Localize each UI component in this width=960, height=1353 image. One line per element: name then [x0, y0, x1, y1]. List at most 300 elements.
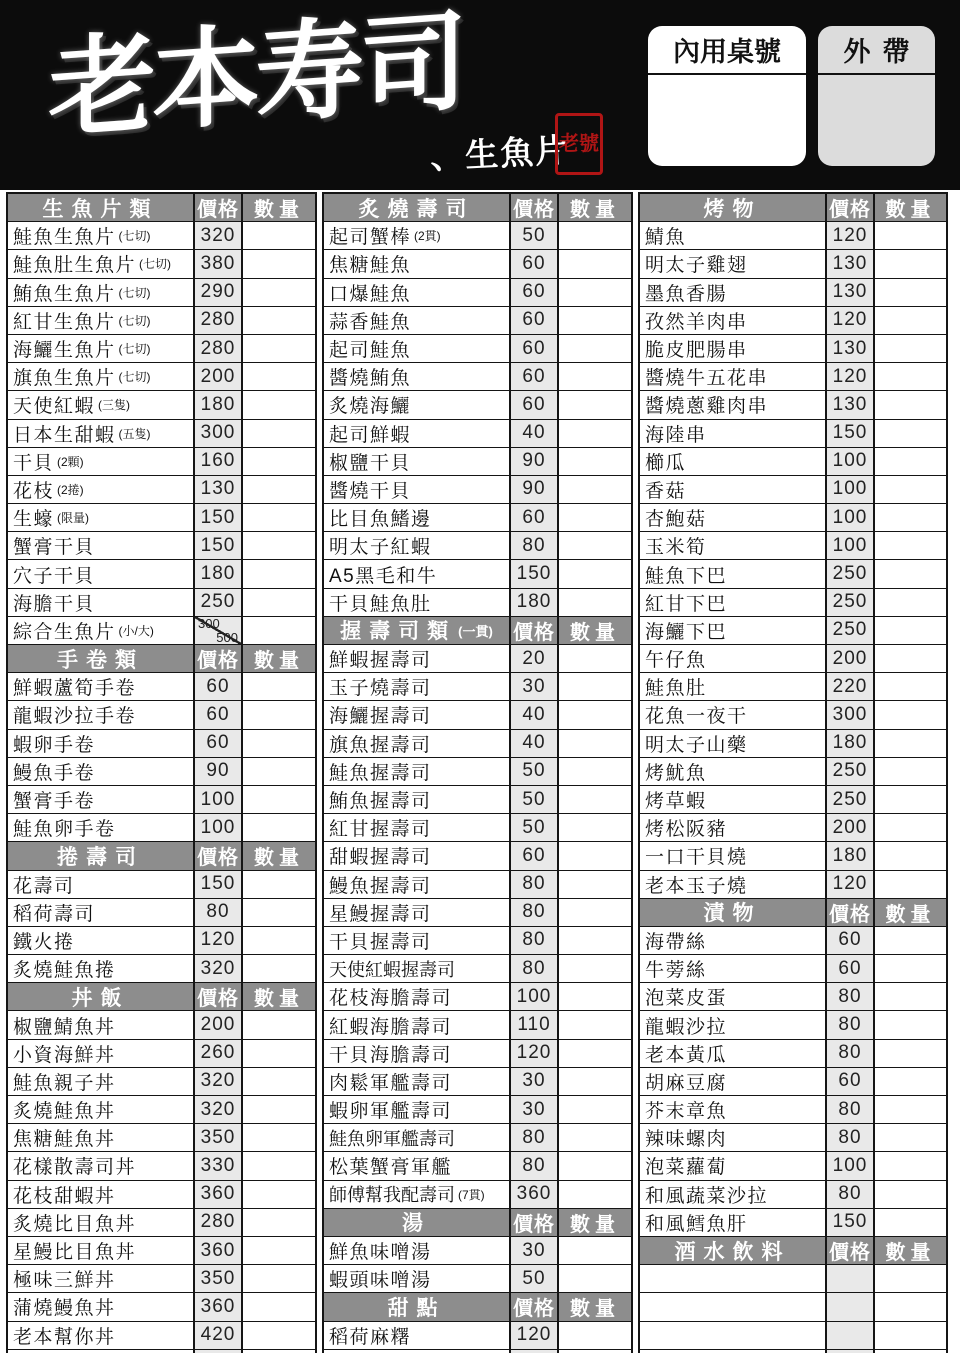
quantity-cell[interactable]: [243, 560, 315, 587]
item-name: 鰻魚手卷: [13, 762, 96, 784]
menu-item-row: [8, 363, 315, 391]
quantity-cell[interactable]: [243, 307, 315, 334]
section-header-row: [8, 194, 315, 222]
quantity-cell[interactable]: [559, 391, 631, 418]
quantity-cell[interactable]: [875, 1011, 946, 1038]
quantity-cell[interactable]: [875, 927, 946, 954]
item-name: 鮮蝦握壽司: [329, 650, 432, 672]
quantity-cell[interactable]: [559, 786, 631, 813]
item-name: 蟹膏干貝: [13, 537, 96, 559]
item-price: 100: [509, 983, 559, 1010]
quantity-cell[interactable]: [875, 250, 946, 277]
menu-item-row: [324, 758, 631, 786]
quantity-cell[interactable]: [875, 1293, 946, 1320]
item-name: [640, 1293, 825, 1320]
item-note: (五隻): [118, 426, 151, 441]
quantity-cell[interactable]: [875, 1152, 946, 1179]
price-column-header: 價格: [509, 1209, 559, 1236]
quantity-cell[interactable]: [875, 279, 946, 306]
menu-item-row: [640, 1124, 946, 1152]
item-price: 180: [825, 842, 875, 869]
item-name: 蒲燒鰻魚丼: [13, 1298, 116, 1320]
item-name: 花枝 (2捲): [13, 480, 84, 502]
item-price: 90: [509, 448, 559, 475]
item-price: 30: [509, 1237, 559, 1264]
item-price: 120: [825, 363, 875, 390]
item-name: A5黑毛和牛: [329, 565, 438, 587]
item-name: 旗魚握壽司: [329, 734, 432, 756]
menu-item-row: [324, 842, 631, 870]
item-price: 200: [193, 1011, 243, 1038]
item-name: 牛蒡絲: [645, 960, 707, 982]
quantity-cell[interactable]: [559, 589, 631, 616]
item-name: 明太子山藥: [645, 734, 748, 756]
item-price: 350: [193, 1265, 243, 1292]
menu-item-row: [8, 448, 315, 476]
quantity-cell[interactable]: [559, 1322, 631, 1349]
menu-item-row: [640, 420, 946, 448]
quantity-cell[interactable]: [243, 786, 315, 813]
quantity-cell[interactable]: [243, 363, 315, 390]
section-header-row: [640, 194, 946, 222]
item-name: 龍蝦沙拉手卷: [13, 706, 137, 728]
quantity-cell[interactable]: [559, 1040, 631, 1067]
item-price: 250: [825, 617, 875, 644]
item-name: 泡菜蘿蔔: [645, 1157, 728, 1179]
quantity-cell[interactable]: [559, 420, 631, 447]
item-name: 烤松阪豬: [645, 819, 728, 841]
quantity-cell[interactable]: [559, 560, 631, 587]
item-price: 250: [825, 560, 875, 587]
quantity-cell[interactable]: [875, 983, 946, 1010]
item-price: 360: [193, 1293, 243, 1320]
menu-item-row: [640, 645, 946, 673]
item-note: (限量): [57, 511, 90, 526]
quantity-cell[interactable]: [559, 504, 631, 531]
price-large: 500: [216, 630, 238, 644]
price-column-header: 價格: [509, 194, 559, 221]
item-price: 100: [825, 476, 875, 503]
quantity-cell[interactable]: [243, 335, 315, 362]
quantity-cell[interactable]: [559, 307, 631, 334]
item-note: (七切): [118, 229, 151, 244]
item-note: (七切): [118, 285, 151, 300]
item-price: 120: [825, 307, 875, 334]
takeout-label: 外帶: [818, 26, 935, 75]
quantity-cell[interactable]: [243, 1322, 315, 1349]
item-price: 60: [193, 673, 243, 700]
item-name: 焦糖鮭魚: [329, 255, 412, 277]
menu-item-row: [324, 335, 631, 363]
item-price: 150: [509, 560, 559, 587]
item-name: 醬燒鮪魚: [329, 368, 412, 390]
quantity-cell[interactable]: [243, 532, 315, 559]
quantity-cell[interactable]: [243, 476, 315, 503]
price-small: 300: [198, 616, 220, 631]
menu-item-row: [324, 899, 631, 927]
quantity-cell[interactable]: [243, 1293, 315, 1320]
item-name: 比目魚鰭邊: [329, 509, 432, 531]
quantity-cell[interactable]: [243, 1181, 315, 1208]
quantity-cell[interactable]: [875, 1124, 946, 1151]
item-price: 80: [509, 532, 559, 559]
item-price: 180: [509, 589, 559, 616]
item-name: 海帶絲: [645, 931, 707, 953]
quantity-cell[interactable]: [559, 814, 631, 841]
menu-item-row: [8, 1096, 315, 1124]
quantity-cell[interactable]: [559, 1011, 631, 1038]
quantity-cell[interactable]: [875, 420, 946, 447]
quantity-cell[interactable]: [243, 673, 315, 700]
menu-item-row: [640, 871, 946, 899]
item-name: 墨魚香腸: [645, 283, 728, 305]
menu-item-row: [324, 222, 631, 250]
quantity-cell[interactable]: [243, 1265, 315, 1292]
item-name: 蝦卵手卷: [13, 734, 96, 756]
item-price: 250: [825, 786, 875, 813]
quantity-cell[interactable]: [559, 983, 631, 1010]
menu-item-row: [640, 307, 946, 335]
section-title: 捲壽司: [57, 845, 144, 869]
quantity-cell[interactable]: [243, 701, 315, 728]
item-price: 300: [825, 701, 875, 728]
item-name: 椒鹽干貝: [329, 452, 412, 474]
item-price: 80: [193, 899, 243, 926]
item-price: 50: [509, 758, 559, 785]
item-price: 60: [509, 391, 559, 418]
item-name: 天使紅蝦 (三隻): [13, 396, 131, 418]
quantity-cell[interactable]: [559, 250, 631, 277]
item-price: 60: [509, 363, 559, 390]
price-column-header: 價格: [193, 194, 243, 221]
quantity-cell[interactable]: [243, 250, 315, 277]
quantity-cell[interactable]: [875, 645, 946, 672]
item-price: 60: [509, 504, 559, 531]
menu-item-row: [8, 1293, 315, 1321]
item-price: [193, 617, 243, 644]
menu-item-row: [8, 532, 315, 560]
quantity-cell[interactable]: [875, 391, 946, 418]
menu-item-row: [8, 504, 315, 532]
menu-column-middle: [322, 192, 633, 1353]
item-name: 海鱺生魚片 (七切): [13, 340, 151, 362]
item-name: 起司鮮蝦: [329, 424, 412, 446]
item-name: 起司蟹棒 (2貫): [329, 227, 441, 249]
item-price: 30: [509, 673, 559, 700]
quantity-cell[interactable]: [559, 673, 631, 700]
quantity-cell[interactable]: [243, 1124, 315, 1151]
quantity-cell[interactable]: [243, 222, 315, 249]
quantity-cell[interactable]: [875, 1265, 946, 1292]
menu-item-row: [324, 420, 631, 448]
item-name: 辣味螺肉: [645, 1129, 728, 1151]
quantity-cell[interactable]: [559, 335, 631, 362]
item-price: 30: [509, 1068, 559, 1095]
quantity-cell[interactable]: [559, 222, 631, 249]
price-column-header: 價格: [509, 617, 559, 644]
item-name: 鮭魚卵手卷: [13, 819, 116, 841]
quantity-cell[interactable]: [875, 673, 946, 700]
quantity-cell[interactable]: [559, 955, 631, 982]
item-name: 蒜香鮭魚: [329, 311, 412, 333]
quantity-cell[interactable]: [875, 1068, 946, 1095]
quantity-cell[interactable]: [875, 307, 946, 334]
section-title: 甜點: [387, 1296, 446, 1320]
menu-item-row: [324, 871, 631, 899]
section-header-row: [640, 1237, 946, 1265]
menu-item-row: [640, 983, 946, 1011]
item-price: 330: [193, 1152, 243, 1179]
menu-item-row: [324, 1096, 631, 1124]
item-price: 50: [509, 786, 559, 813]
quantity-cell[interactable]: [875, 955, 946, 982]
item-name: 和風鱈魚肝: [645, 1213, 748, 1235]
item-name: 老本幫你丼: [13, 1326, 116, 1348]
item-price: 50: [509, 814, 559, 841]
item-price: 130: [825, 391, 875, 418]
quantity-cell[interactable]: [559, 532, 631, 559]
item-name: 海鱺握壽司: [329, 706, 432, 728]
menu-item-row: [8, 1237, 315, 1265]
quantity-cell[interactable]: [875, 842, 946, 869]
quantity-cell[interactable]: [875, 335, 946, 362]
item-note: (七切): [118, 370, 151, 385]
menu-item-row: [8, 279, 315, 307]
quantity-cell[interactable]: [243, 1096, 315, 1123]
section-header-row: [324, 1293, 631, 1321]
quantity-column-header: 數量: [243, 842, 315, 869]
menu-item-row: [324, 504, 631, 532]
menu-item-row: [324, 927, 631, 955]
item-price: 60: [509, 842, 559, 869]
quantity-cell[interactable]: [875, 476, 946, 503]
item-note: (7貫): [458, 1187, 485, 1202]
quantity-cell[interactable]: [559, 448, 631, 475]
quantity-cell[interactable]: [559, 363, 631, 390]
item-name: 鮮魚味噌湯: [329, 1242, 432, 1264]
quantity-cell[interactable]: [243, 420, 315, 447]
menu-item-row: [324, 560, 631, 588]
quantity-cell[interactable]: [875, 814, 946, 841]
item-price: 50: [509, 1265, 559, 1292]
quantity-column-header: 數量: [559, 194, 631, 221]
quantity-cell[interactable]: [243, 589, 315, 616]
item-name: 干貝 (2顆): [13, 452, 84, 474]
quantity-cell[interactable]: [559, 1096, 631, 1123]
item-name: 紅蝦海膽壽司: [329, 1016, 453, 1038]
quantity-cell[interactable]: [875, 871, 946, 898]
quantity-cell[interactable]: [559, 476, 631, 503]
item-name: 干貝海膽壽司: [329, 1044, 453, 1066]
section-title: 湯: [402, 1212, 431, 1236]
quantity-cell[interactable]: [559, 1237, 631, 1264]
quantity-cell[interactable]: [243, 730, 315, 757]
quantity-cell[interactable]: [875, 617, 946, 644]
quantity-cell[interactable]: [559, 927, 631, 954]
quantity-cell[interactable]: [243, 1040, 315, 1067]
menu-item-row: [324, 532, 631, 560]
menu-item-row: [324, 983, 631, 1011]
quantity-cell[interactable]: [875, 504, 946, 531]
item-name: 松葉蟹膏軍艦: [329, 1157, 453, 1179]
item-price: 60: [193, 701, 243, 728]
item-name: 櫛瓜: [645, 452, 687, 474]
price-column-header: 價格: [193, 645, 243, 672]
menu-item-row: [640, 222, 946, 250]
menu-item-row: [324, 1068, 631, 1096]
quantity-cell[interactable]: [875, 730, 946, 757]
item-name: 老本玉子燒: [645, 875, 748, 897]
menu-item-row: [640, 532, 946, 560]
menu-item-row: [324, 1011, 631, 1039]
item-name: 紅甘生魚片 (七切): [13, 311, 151, 333]
quantity-cell[interactable]: [875, 1040, 946, 1067]
item-price: 100: [825, 1152, 875, 1179]
item-price: 150: [825, 1209, 875, 1236]
item-price: 40: [509, 730, 559, 757]
section-header-row: [8, 983, 315, 1011]
quantity-cell[interactable]: [243, 758, 315, 785]
item-price: 80: [509, 955, 559, 982]
item-price: 50: [509, 222, 559, 249]
section-title: 生魚片類: [42, 197, 159, 221]
quantity-cell[interactable]: [875, 1096, 946, 1123]
menu-item-row: [640, 730, 946, 758]
menu-item-row: [324, 786, 631, 814]
quantity-cell[interactable]: [559, 1068, 631, 1095]
item-name: 炙燒比目魚丼: [13, 1213, 137, 1235]
quantity-cell[interactable]: [875, 532, 946, 559]
quantity-cell[interactable]: [875, 1322, 946, 1349]
item-price: 130: [825, 279, 875, 306]
quantity-cell[interactable]: [559, 899, 631, 926]
item-price: 90: [509, 476, 559, 503]
dine-in-table-input-area[interactable]: [648, 75, 806, 164]
section-title: 漬物: [703, 902, 762, 926]
item-price: 80: [509, 1152, 559, 1179]
quantity-cell[interactable]: [243, 448, 315, 475]
item-price: 100: [825, 448, 875, 475]
quantity-cell[interactable]: [243, 955, 315, 982]
quantity-cell[interactable]: [875, 1181, 946, 1208]
menu-item-row: [640, 560, 946, 588]
quantity-cell[interactable]: [875, 786, 946, 813]
quantity-cell[interactable]: [243, 279, 315, 306]
quantity-cell[interactable]: [559, 871, 631, 898]
quantity-cell[interactable]: [875, 560, 946, 587]
menu-item-row: [8, 391, 315, 419]
quantity-cell[interactable]: [559, 842, 631, 869]
quantity-cell[interactable]: [875, 448, 946, 475]
item-name: 生蠔 (限量): [13, 509, 90, 531]
quantity-cell[interactable]: [875, 589, 946, 616]
menu-item-row: [8, 1152, 315, 1180]
item-name: 泡菜皮蛋: [645, 988, 728, 1010]
quantity-cell[interactable]: [875, 758, 946, 785]
menu-item-row: [324, 955, 631, 983]
item-name: 鮭魚卵軍艦壽司: [329, 1128, 455, 1149]
item-name: 花樣散壽司丼: [13, 1157, 137, 1179]
menu-item-row: [324, 673, 631, 701]
quantity-cell[interactable]: [875, 1209, 946, 1236]
item-price: 80: [825, 983, 875, 1010]
takeout-input-area[interactable]: [818, 75, 935, 164]
quantity-cell[interactable]: [875, 363, 946, 390]
quantity-column-header: 數量: [875, 194, 946, 221]
quantity-cell[interactable]: [243, 1209, 315, 1236]
quantity-cell[interactable]: [243, 391, 315, 418]
menu-item-row: [8, 222, 315, 250]
item-name: 鯖魚: [645, 227, 687, 249]
menu-item-row: [8, 730, 315, 758]
item-price: 360: [193, 1181, 243, 1208]
quantity-cell[interactable]: [875, 222, 946, 249]
item-name: 穴子干貝: [13, 565, 96, 587]
quantity-cell[interactable]: [875, 701, 946, 728]
item-name: 師傅幫我配壽司 (7貫): [329, 1185, 485, 1206]
quantity-cell[interactable]: [243, 1068, 315, 1095]
item-price: 300: [193, 420, 243, 447]
quantity-cell[interactable]: [243, 617, 315, 644]
item-name: 海鱺下巴: [645, 621, 728, 643]
quantity-cell[interactable]: [559, 279, 631, 306]
menu-item-row: [8, 1068, 315, 1096]
item-name: 花壽司: [13, 875, 75, 897]
item-note: (2貫): [414, 229, 441, 244]
menu-item-row: [324, 307, 631, 335]
quantity-cell[interactable]: [559, 1181, 631, 1208]
quantity-cell[interactable]: [559, 730, 631, 757]
menu-item-row: [8, 701, 315, 729]
item-price: 280: [193, 1209, 243, 1236]
item-price: 30: [509, 1096, 559, 1123]
menu-item-row: [324, 589, 631, 617]
item-name: 炙燒鮭魚丼: [13, 1101, 116, 1123]
quantity-cell[interactable]: [243, 504, 315, 531]
quantity-cell[interactable]: [559, 1152, 631, 1179]
menu-item-row: [640, 786, 946, 814]
item-price: 90: [193, 758, 243, 785]
price-column-header: 價格: [193, 842, 243, 869]
menu-item-row: [8, 1181, 315, 1209]
quantity-cell[interactable]: [559, 1265, 631, 1292]
menu-item-row: [8, 1040, 315, 1068]
item-name: 玉米筍: [645, 537, 707, 559]
quantity-cell[interactable]: [243, 1237, 315, 1264]
item-price: 180: [193, 391, 243, 418]
menu-item-row: [640, 1181, 946, 1209]
quantity-cell[interactable]: [243, 1152, 315, 1179]
item-name: 鮭魚下巴: [645, 565, 728, 587]
item-price: 150: [193, 532, 243, 559]
quantity-cell[interactable]: [559, 1124, 631, 1151]
quantity-cell[interactable]: [243, 814, 315, 841]
quantity-cell[interactable]: [243, 927, 315, 954]
quantity-cell[interactable]: [559, 701, 631, 728]
quantity-cell[interactable]: [243, 1011, 315, 1038]
item-price: 130: [825, 335, 875, 362]
quantity-cell[interactable]: [559, 758, 631, 785]
item-name: 極味三鮮丼: [13, 1270, 116, 1292]
item-name: 紅甘握壽司: [329, 819, 432, 841]
quantity-cell[interactable]: [243, 871, 315, 898]
quantity-column-header: 數量: [243, 194, 315, 221]
quantity-cell[interactable]: [559, 645, 631, 672]
item-price: 320: [193, 955, 243, 982]
quantity-cell[interactable]: [243, 899, 315, 926]
menu-item-row: [8, 589, 315, 617]
item-name: 起司鮭魚: [329, 340, 412, 362]
